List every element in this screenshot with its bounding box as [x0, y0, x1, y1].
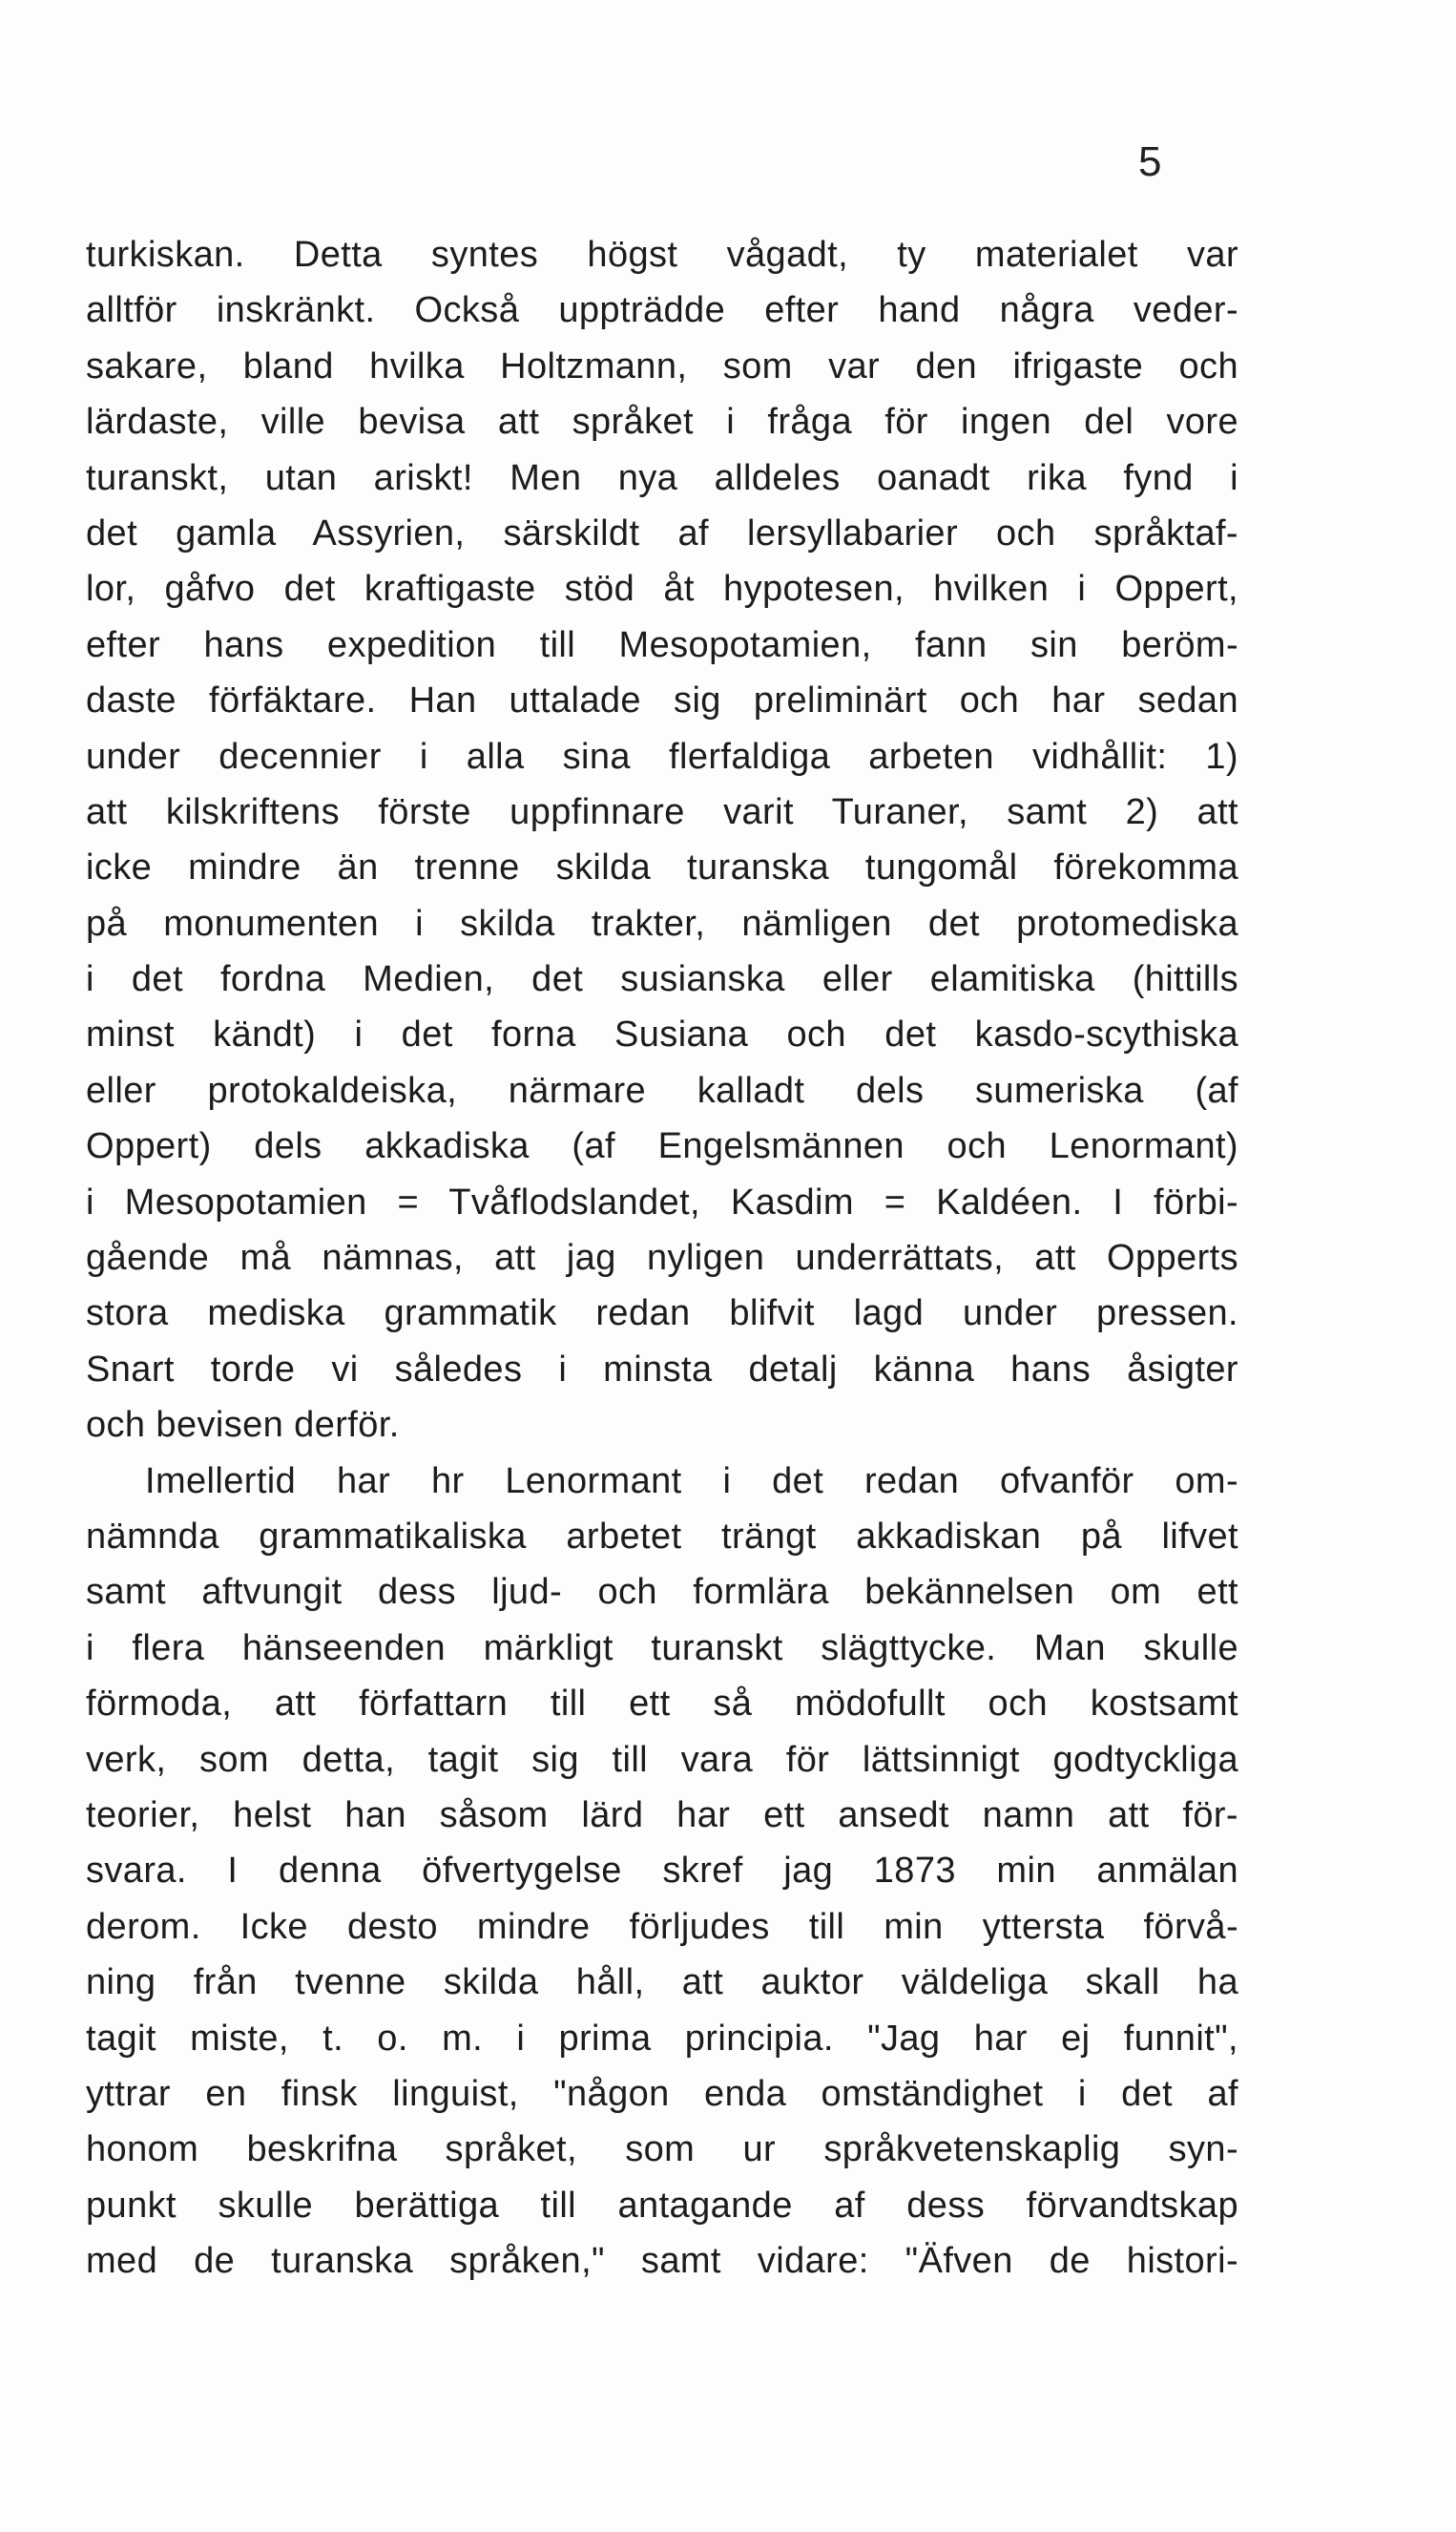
- text-line: i Mesopotamien = Tvåflodslandet, Kasdim = Kaldéen. I förbi-: [86, 1182, 1238, 1223]
- text-line: verk, som detta, tagit sig till vara för lättsinnigt godtyckliga: [86, 1739, 1238, 1780]
- text-line: efter hans expedition till Mesopotamien, fann sin beröm-: [86, 624, 1238, 665]
- text-line: derom. Icke desto mindre förljudes till min yttersta förvå-: [86, 1906, 1238, 1947]
- text-line: teorier, helst han såsom lärd har ett ansedt namn att för-: [86, 1794, 1238, 1835]
- text-line: yttrar en finsk linguist, "någon enda omständighet i det af: [86, 2073, 1238, 2114]
- text-line: det gamla Assyrien, särskildt af lersyllabarier och språktaf-: [86, 513, 1238, 554]
- text-line: lor, gåfvo det kraftigaste stöd åt hypotesen, hvilken i Oppert,: [86, 569, 1238, 610]
- text-line: förmoda, att författarn till ett så mödofullt och kostsamt: [86, 1684, 1238, 1725]
- text-line: stora mediska grammatik redan blifvit lagd under pressen.: [86, 1293, 1238, 1334]
- text-line: sakare, bland hvilka Holtzmann, som var den ifrigaste och: [86, 345, 1238, 387]
- text-line: lärdaste, ville bevisa att språket i fråga för ingen del vore: [86, 402, 1238, 443]
- text-line: gående må nämnas, att jag nyligen underrättats, att Opperts: [86, 1238, 1238, 1279]
- text-line: svara. I denna öfvertygelse skref jag 1873 min anmälan: [86, 1851, 1238, 1892]
- text-line: under decennier i alla sina flerfaldiga arbeten vidhållit: 1): [86, 736, 1238, 777]
- text-line: ning från tvenne skilda håll, att auktor väldeliga skall ha: [86, 1962, 1238, 2003]
- paragraph-end-line: och bevisen derför.: [86, 1405, 400, 1446]
- text-line: nämnda grammatikaliska arbetet trängt akkadiskan på lifvet: [86, 1516, 1238, 1557]
- text-line: turkiskan. Detta syntes högst vågadt, ty materialet var: [86, 235, 1238, 275]
- text-line: samt aftvungit dess ljud- och formlära bekännelsen om ett: [86, 1572, 1238, 1613]
- text-line: eller protokaldeiska, närmare kalladt dels sumeriska (af: [86, 1070, 1238, 1111]
- text-line: tagit miste, t. o. m. i prima principia. "Jag har ej funnit",: [86, 2018, 1238, 2059]
- body-text: [86, 227, 1238, 2289]
- text-line: i flera hänseenden märkligt turanskt slägttycke. Man skulle: [86, 1627, 1238, 1668]
- text-line: Snart torde vi således i minsta detalj känna hans åsigter: [86, 1349, 1238, 1390]
- text-line: på monumenten i skilda trakter, nämligen det protomediska: [86, 903, 1238, 944]
- text-line: daste förfäktare. Han uttalade sig preliminärt och har sedan: [86, 680, 1238, 722]
- text-line: med de turanska språken," samt vidare: "Äfven de histori-: [86, 2241, 1238, 2282]
- text-line: att kilskriftens förste uppfinnare varit Turaner, samt 2) att: [86, 791, 1238, 832]
- text-line: Oppert) dels akkadiska (af Engelsmännen och Lenormant): [86, 1126, 1238, 1167]
- text-line: i det fordna Medien, det susianska eller elamitiska (hittills: [86, 959, 1238, 1000]
- text-line: alltför inskränkt. Också uppträdde efter hand några veder-: [86, 290, 1238, 331]
- text-line: turanskt, utan ariskt! Men nya alldeles oanadt rika fynd i: [86, 457, 1238, 498]
- paragraph-start-line: Imellertid har hr Lenormant i det redan ofvanför om-: [145, 1460, 1238, 1501]
- text-line: honom beskrifna språket, som ur språkvetenskaplig syn-: [86, 2129, 1238, 2170]
- text-line: punkt skulle berättiga till antagande af dess förvandtskap: [86, 2185, 1238, 2226]
- text-line: minst kändt) i det forna Susiana och det kasdo-scythiska: [86, 1015, 1238, 1056]
- text-line: icke mindre än trenne skilda turanska tungomål förekomma: [86, 847, 1238, 889]
- page-number: 5: [1138, 138, 1162, 185]
